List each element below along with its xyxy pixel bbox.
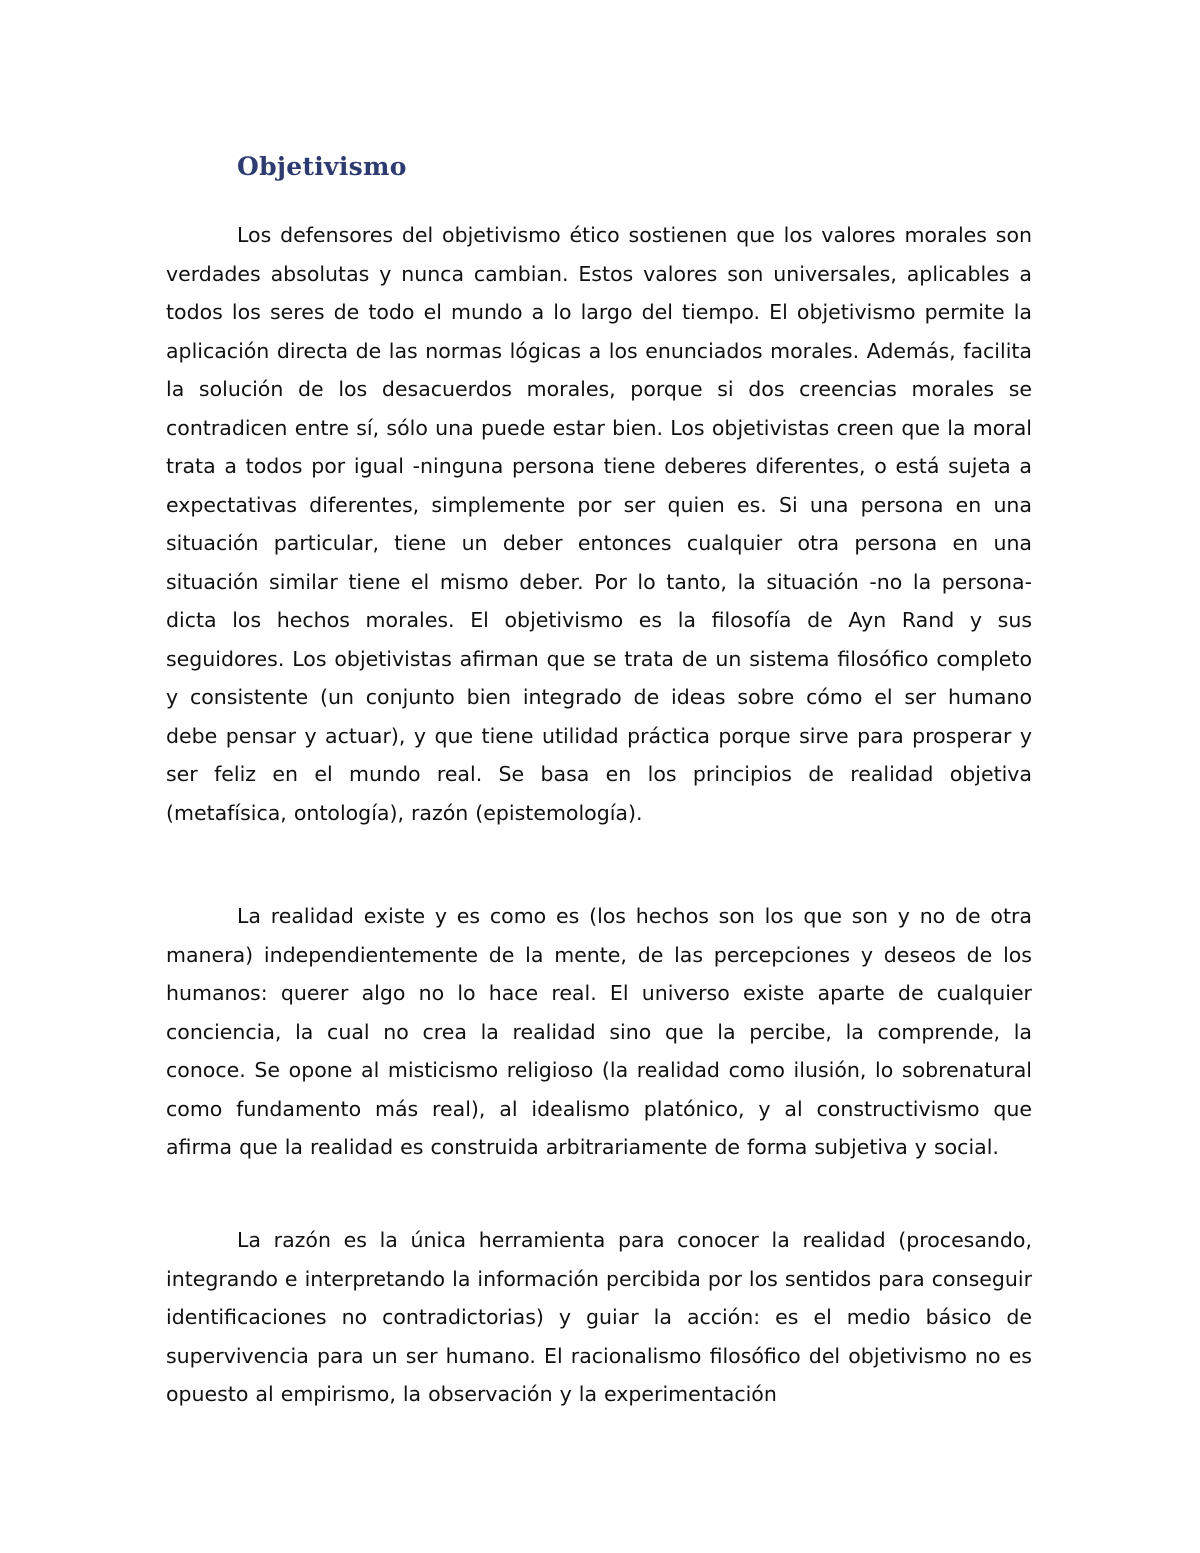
body-paragraph: La razón es la única herramienta para conocer la realidad (procesando, integrando e interpretando la información percibida por los sentidos para conseguir identificaciones no contradictorias) y guiar la acción: es el medio básico de supervivencia para un ser humano. El racionalismo filosófico del objetivismo no es opuesto al empirismo, la observación y la experimentación [166,1228,1032,1406]
body-paragraph: Los defensores del objetivismo ético sostienen que los valores morales son verdades absolutas y nunca cambian. Estos valores son universales, aplicables a todos los seres de todo el mundo a lo largo del tiempo. El objetivismo permite la aplicación directa de las normas lógicas a los enunciados morales. Además, facilita la solución de los desacuerdos morales, porque si dos creencias morales se contradicen entre sí, sólo una puede estar bien. Los objetivistas creen que la moral trata a todos por igual -ninguna persona tiene deberes diferentes, o está sujeta a expectativas diferentes, simplemente por ser quien es. Si una persona en una situación particular, tiene un deber entonces cualquier otra persona en una situación similar tiene el mismo deber. Por lo tanto, la situación -no la persona- dicta los hechos morales. El objetivismo es la filosofía de Ayn Rand y sus seguidores. Los objetivistas afirman que se trata de un sistema filosófico completo y consistente (un conjunto bien integrado de ideas sobre cómo el ser humano debe pensar y actuar), y que tiene utilidad práctica porque sirve para prosperar y ser feliz en el mundo real. Se basa en los principios de realidad objetiva (metafísica, ontología), razón (epistemología). [166,223,1032,825]
body-paragraph-1-container [166,216,1032,832]
body-paragraph-2-container [166,897,1032,1167]
body-paragraph-3-container [166,1221,1032,1414]
body-paragraph: La realidad existe y es como es (los hechos son los que son y no de otra manera) independientemente de la mente, de las percepciones y deseos de los humanos: querer algo no lo hace real. El universo existe aparte de cualquier conciencia, la cual no crea la realidad sino que la percibe, la comprende, la conoce. Se opone al misticismo religioso (la realidad como ilusión, lo sobrenatural como fundamento más real), al idealismo platónico, y al constructivismo que afirma que la realidad es construida arbitrariamente de forma subjetiva y social. [166,904,1032,1159]
document-title: Objetivismo [237,152,407,181]
